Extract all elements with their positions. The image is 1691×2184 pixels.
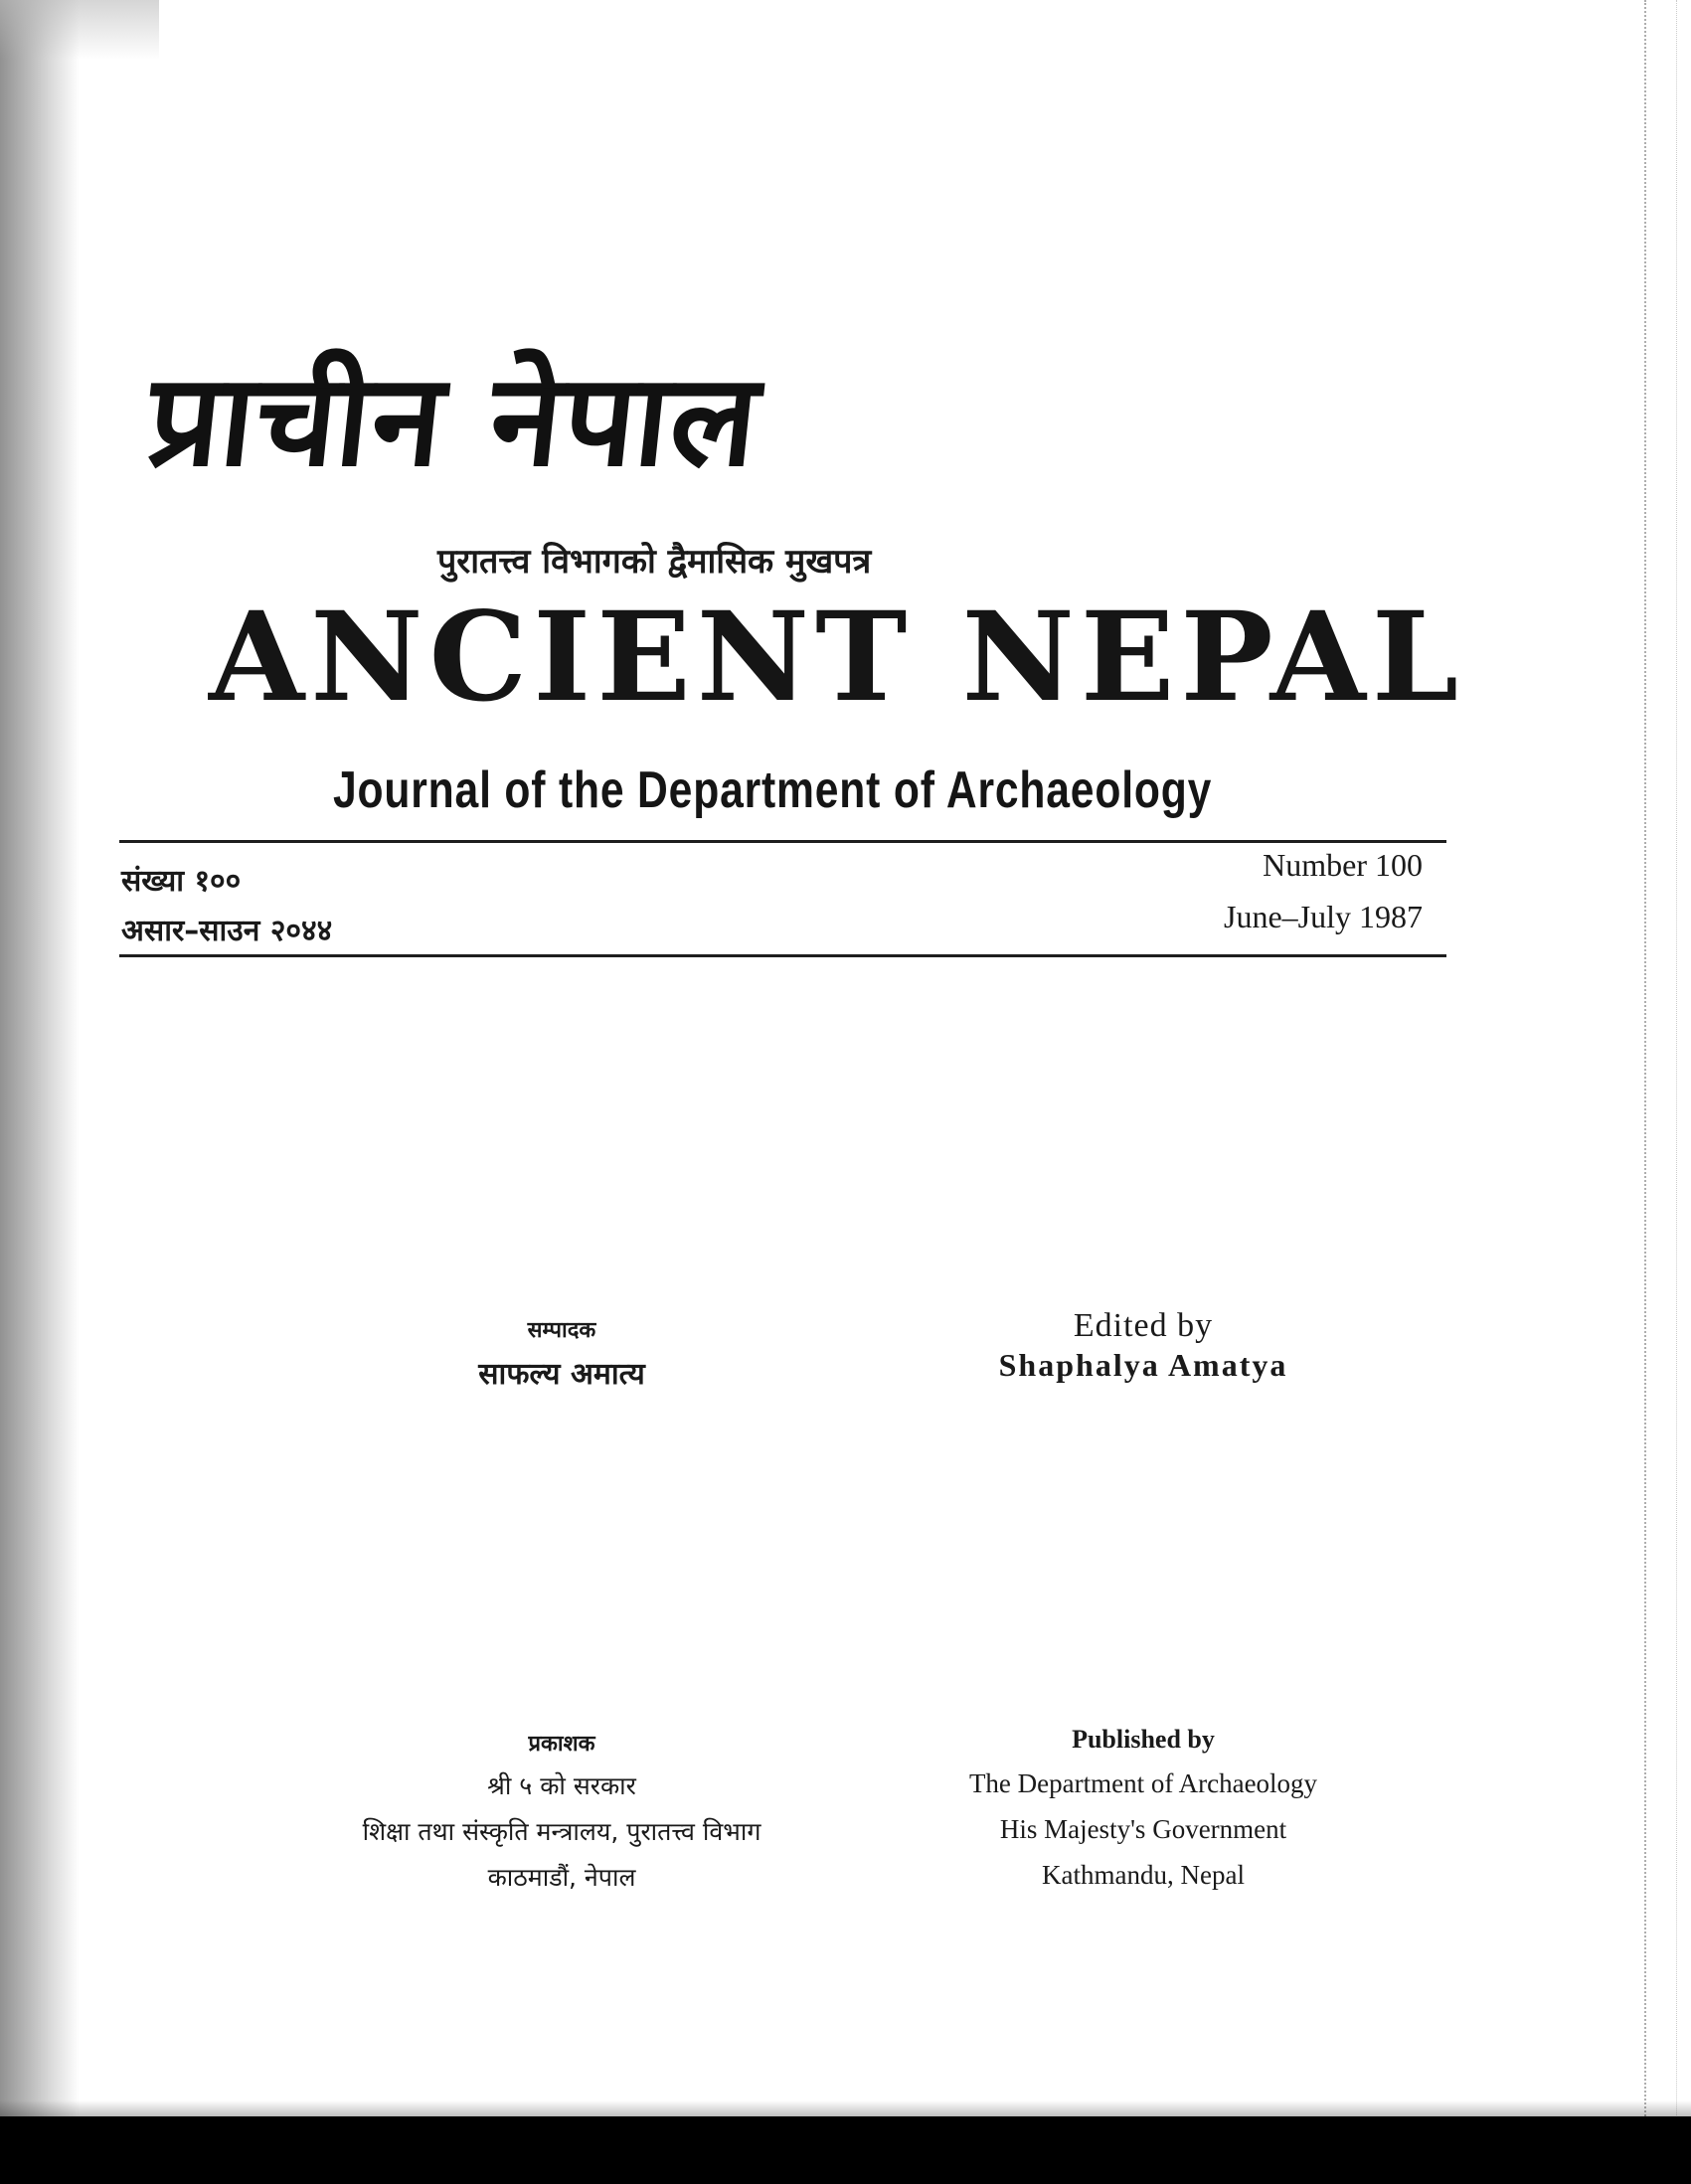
divider-top — [119, 840, 1446, 843]
publisher-line-np: काठमाडौं, नेपाल — [487, 1863, 636, 1892]
publisher-line-np: श्री ५ को सरकार — [487, 1771, 636, 1800]
devanagari-subtitle: पुरातत्त्व विभागको द्वैमासिक मुखपत्र — [437, 542, 872, 582]
editor-label-np: सम्पादक — [527, 1318, 596, 1343]
publisher-label-en: Published by — [1072, 1725, 1215, 1754]
publisher-line-np: शिक्षा तथा संस्कृति मन्त्रालय, पुरातत्त्व विभाग — [362, 1817, 761, 1846]
issue-number-np: संख्या १०० — [121, 864, 242, 899]
journal-title: ANCIENT NEPAL — [209, 586, 1465, 730]
issue-number-en: Number 100 — [1263, 847, 1423, 883]
devanagari-title: प्राचीन नेपाल — [141, 347, 767, 495]
scan-shadow-bottom — [0, 2100, 1691, 2116]
editor-block-en — [865, 1307, 1422, 1384]
issue-date-en: June–July 1987 — [1224, 899, 1423, 934]
editor-block-np — [278, 1314, 845, 1393]
publisher-line-en: The Department of Archaeology — [968, 1768, 1318, 1798]
scan-black-band — [0, 2116, 1691, 2184]
divider-bottom — [119, 954, 1446, 957]
publisher-line-en: Kathmandu, Nepal — [1042, 1860, 1245, 1890]
editor-name-en: Shaphalya Amatya — [998, 1347, 1288, 1383]
publisher-line-en: His Majesty's Government — [999, 1814, 1287, 1844]
publisher-block-np — [278, 1728, 845, 1901]
editor-label-en: Edited by — [1073, 1307, 1214, 1344]
issue-date-np: असार–साउन २०४४ — [121, 914, 333, 948]
scan-edge-right — [1644, 0, 1677, 2127]
publisher-label-np: प्रकाशक — [528, 1732, 595, 1757]
editor-name-np: साफल्य अमात्य — [478, 1357, 645, 1392]
scan-shadow-left — [0, 0, 80, 2184]
journal-subtitle: Journal of the Department of Archaeology — [333, 761, 1213, 819]
scan-shadow-top — [0, 0, 159, 60]
publisher-block-en — [865, 1725, 1422, 1898]
